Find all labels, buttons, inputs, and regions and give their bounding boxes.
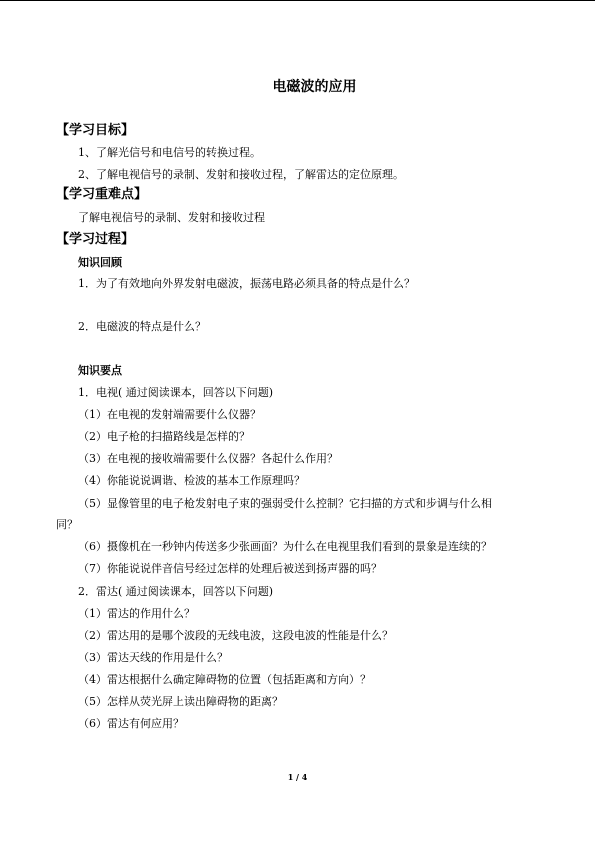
radar-question: （4）雷达根据什么确定障碍物的位置（包括距离和方向）？ (78, 673, 371, 686)
review-question: 2．电磁波的特点是什么？ (78, 320, 206, 333)
radar-question: （6）雷达有何应用？ (78, 717, 184, 730)
radar-question: （1）雷达的作用什么？ (78, 607, 195, 620)
radar-intro: 2．雷达( 通过阅读课本，回答以下问题) (78, 585, 274, 598)
radar-question: （5）怎样从荧光屏上读出障碍物的距离？ (78, 695, 283, 708)
goals-heading: 【学习目标】 (56, 123, 135, 138)
goal-item: 1、了解光信号和电信号的转换过程。 (78, 146, 261, 159)
review-label: 知识回顾 (78, 256, 122, 269)
key-points-heading: 【学习重难点】 (56, 187, 148, 202)
tv-question: （2）电子枪的扫描路线是怎样的？ (78, 430, 250, 443)
essentials-label: 知识要点 (78, 364, 122, 377)
tv-question: （3）在电视的接收端需要什么仪器？各起什么作用？ (78, 452, 338, 465)
tv-question: （6）摄像机在一秒钟内传送多少张画面？为什么在电视里我们看到的景象是连续的？ (78, 540, 492, 553)
tv-question: （4）你能说说调谐、检波的基本工作原理吗？ (78, 474, 305, 487)
header-rule (0, 0, 595, 1)
tv-question: （1）在电视的发射端需要什么仪器？ (78, 408, 261, 421)
page-title: 电磁波的应用 (272, 79, 357, 95)
process-heading: 【学习过程】 (56, 232, 135, 247)
radar-question: （2）雷达用的是哪个波段的无线电波，这段电波的性能是什么？ (78, 629, 393, 642)
goal-item: 2、了解电视信号的录制、发射和接收过程，了解雷达的定位原理。 (78, 168, 404, 181)
tv-question: （5）显像管里的电子枪发射电子束的强弱受什么控制？它扫描的方式和步调与什么相 (78, 497, 492, 510)
review-question: 1．为了有效地向外界发射电磁波，振荡电路必须具备的特点是什么？ (78, 277, 415, 290)
tv-intro: 1．电视( 通过阅读课本，回答以下问题) (78, 386, 274, 399)
tv-question-continuation: 同？ (56, 518, 78, 531)
radar-question: （3）雷达天线的作用是什么？ (78, 651, 228, 664)
key-points-text: 了解电视信号的录制、发射和接收过程 (78, 211, 265, 224)
page-number: 1 / 4 (287, 772, 308, 782)
tv-question: （7）你能说说伴音信号经过怎样的处理后被送到扬声器的吗？ (78, 562, 382, 575)
